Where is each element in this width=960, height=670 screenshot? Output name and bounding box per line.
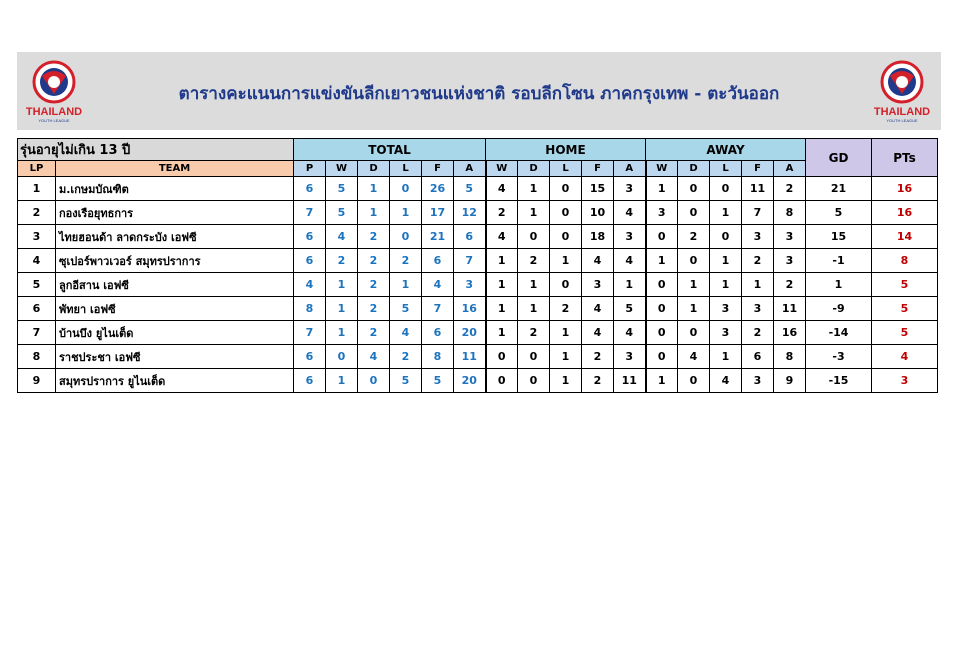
away-w-cell: 1: [646, 177, 678, 201]
total-l-cell: 0: [390, 225, 422, 249]
home-f-cell: 4: [582, 249, 614, 273]
total-f-cell: 5: [422, 369, 454, 393]
total-a-cell: 6: [454, 225, 486, 249]
away-f-cell: 6: [742, 345, 774, 369]
home-d-cell: 0: [518, 345, 550, 369]
home-a-cell: 4: [614, 249, 646, 273]
total-a-cell: 20: [454, 321, 486, 345]
away-l-cell: 3: [710, 321, 742, 345]
total-l-cell: 5: [390, 369, 422, 393]
home-d-cell: 2: [518, 249, 550, 273]
team-name-cell: ม.เกษมบัณฑิต: [56, 177, 294, 201]
total-p-cell: 8: [294, 297, 326, 321]
points-cell: 16: [872, 201, 938, 225]
team-name-cell: ไทยฮอนด้า ลาดกระบัง เอฟซี: [56, 225, 294, 249]
away-l-cell: 1: [710, 249, 742, 273]
col-total-a: A: [454, 161, 486, 177]
col-team-header: TEAM: [56, 161, 294, 177]
col-home-f: F: [582, 161, 614, 177]
away-d-cell: 0: [678, 249, 710, 273]
column-header-row: [18, 161, 938, 177]
total-l-cell: 4: [390, 321, 422, 345]
away-w-cell: 0: [646, 345, 678, 369]
col-lp-header: LP: [18, 161, 56, 177]
home-w-cell: 1: [486, 249, 518, 273]
table-row: [18, 345, 938, 369]
points-cell: 5: [872, 321, 938, 345]
away-w-cell: 0: [646, 297, 678, 321]
points-cell: 5: [872, 273, 938, 297]
away-l-cell: 0: [710, 177, 742, 201]
logo-text: THAILAND: [25, 106, 83, 118]
col-away-l: L: [710, 161, 742, 177]
home-f-cell: 18: [582, 225, 614, 249]
col-away-d: D: [678, 161, 710, 177]
home-d-cell: 0: [518, 369, 550, 393]
total-p-cell: 4: [294, 273, 326, 297]
away-f-cell: 7: [742, 201, 774, 225]
home-l-cell: 1: [550, 345, 582, 369]
col-away-a: A: [774, 161, 806, 177]
away-f-cell: 3: [742, 225, 774, 249]
points-cell: 14: [872, 225, 938, 249]
total-a-cell: 12: [454, 201, 486, 225]
away-f-cell: 11: [742, 177, 774, 201]
away-a-cell: 11: [774, 297, 806, 321]
rank-cell: 9: [18, 369, 56, 393]
home-a-cell: 3: [614, 345, 646, 369]
total-d-cell: 2: [358, 225, 390, 249]
table-row: [18, 249, 938, 273]
total-w-cell: 1: [326, 273, 358, 297]
group-away-header: AWAY: [646, 139, 806, 161]
total-d-cell: 2: [358, 273, 390, 297]
total-w-cell: 1: [326, 321, 358, 345]
logo-text: THAILAND: [873, 106, 931, 118]
total-l-cell: 0: [390, 177, 422, 201]
home-l-cell: 0: [550, 177, 582, 201]
total-l-cell: 1: [390, 201, 422, 225]
home-l-cell: 2: [550, 297, 582, 321]
col-total-p: P: [294, 161, 326, 177]
away-l-cell: 1: [710, 201, 742, 225]
home-a-cell: 4: [614, 321, 646, 345]
home-l-cell: 0: [550, 273, 582, 297]
logo-subtext: YOUTH LEAGUE: [886, 118, 918, 123]
total-l-cell: 2: [390, 249, 422, 273]
total-p-cell: 7: [294, 321, 326, 345]
away-l-cell: 3: [710, 297, 742, 321]
away-w-cell: 1: [646, 249, 678, 273]
away-l-cell: 1: [710, 273, 742, 297]
home-l-cell: 1: [550, 369, 582, 393]
total-d-cell: 0: [358, 369, 390, 393]
gd-cell: -1: [806, 249, 872, 273]
away-f-cell: 3: [742, 297, 774, 321]
team-name-cell: พัทยา เอฟซี: [56, 297, 294, 321]
table-row: [18, 225, 938, 249]
home-l-cell: 1: [550, 249, 582, 273]
col-home-a: A: [614, 161, 646, 177]
home-d-cell: 1: [518, 201, 550, 225]
gd-cell: -15: [806, 369, 872, 393]
home-w-cell: 1: [486, 321, 518, 345]
home-a-cell: 3: [614, 177, 646, 201]
home-d-cell: 0: [518, 225, 550, 249]
total-a-cell: 16: [454, 297, 486, 321]
rank-cell: 7: [18, 321, 56, 345]
total-l-cell: 2: [390, 345, 422, 369]
team-name-cell: ซุเปอร์พาวเวอร์ สมุทรปราการ: [56, 249, 294, 273]
away-f-cell: 2: [742, 321, 774, 345]
group-header-row: [18, 139, 938, 161]
away-l-cell: 1: [710, 345, 742, 369]
total-a-cell: 11: [454, 345, 486, 369]
total-l-cell: 5: [390, 297, 422, 321]
total-w-cell: 1: [326, 369, 358, 393]
away-d-cell: 1: [678, 273, 710, 297]
gd-cell: 21: [806, 177, 872, 201]
team-name-cell: สมุทรปราการ ยูไนเต็ด: [56, 369, 294, 393]
total-f-cell: 21: [422, 225, 454, 249]
total-p-cell: 6: [294, 177, 326, 201]
total-p-cell: 7: [294, 201, 326, 225]
home-a-cell: 4: [614, 201, 646, 225]
rank-cell: 4: [18, 249, 56, 273]
page-title: ตารางคะแนนการแข่งขันลีกเยาวชนแห่งชาติ รอบลีกโซน ภาคกรุงเทพ - ตะวันออก: [178, 84, 780, 104]
team-name-cell: บ้านบึง ยูไนเต็ด: [56, 321, 294, 345]
home-f-cell: 15: [582, 177, 614, 201]
col-home-w: W: [486, 161, 518, 177]
total-w-cell: 2: [326, 249, 358, 273]
col-total-w: W: [326, 161, 358, 177]
total-d-cell: 4: [358, 345, 390, 369]
total-f-cell: 6: [422, 321, 454, 345]
group-total-header: TOTAL: [294, 139, 486, 161]
home-w-cell: 0: [486, 345, 518, 369]
total-p-cell: 6: [294, 249, 326, 273]
home-l-cell: 1: [550, 321, 582, 345]
gd-cell: -9: [806, 297, 872, 321]
away-l-cell: 4: [710, 369, 742, 393]
rank-cell: 1: [18, 177, 56, 201]
away-d-cell: 0: [678, 369, 710, 393]
away-a-cell: 3: [774, 249, 806, 273]
rank-cell: 2: [18, 201, 56, 225]
total-p-cell: 6: [294, 345, 326, 369]
total-l-cell: 1: [390, 273, 422, 297]
table-row: [18, 177, 938, 201]
home-f-cell: 2: [582, 345, 614, 369]
table-row: [18, 297, 938, 321]
away-d-cell: 2: [678, 225, 710, 249]
gd-cell: 15: [806, 225, 872, 249]
home-d-cell: 1: [518, 273, 550, 297]
away-w-cell: 0: [646, 225, 678, 249]
away-w-cell: 1: [646, 369, 678, 393]
total-a-cell: 7: [454, 249, 486, 273]
away-f-cell: 1: [742, 273, 774, 297]
total-w-cell: 5: [326, 177, 358, 201]
col-total-l: L: [390, 161, 422, 177]
gd-cell: -3: [806, 345, 872, 369]
home-l-cell: 0: [550, 201, 582, 225]
gd-cell: 5: [806, 201, 872, 225]
gd-cell: -14: [806, 321, 872, 345]
away-a-cell: 3: [774, 225, 806, 249]
table-row: [18, 273, 938, 297]
total-f-cell: 26: [422, 177, 454, 201]
rank-cell: 6: [18, 297, 56, 321]
home-d-cell: 2: [518, 321, 550, 345]
away-w-cell: 0: [646, 321, 678, 345]
away-l-cell: 0: [710, 225, 742, 249]
group-home-header: HOME: [486, 139, 646, 161]
total-w-cell: 0: [326, 345, 358, 369]
home-l-cell: 0: [550, 225, 582, 249]
logo-subtext: YOUTH LEAGUE: [38, 118, 70, 123]
table-row: [18, 369, 938, 393]
total-w-cell: 4: [326, 225, 358, 249]
total-w-cell: 5: [326, 201, 358, 225]
total-a-cell: 3: [454, 273, 486, 297]
away-w-cell: 3: [646, 201, 678, 225]
total-d-cell: 1: [358, 201, 390, 225]
total-f-cell: 7: [422, 297, 454, 321]
points-cell: 16: [872, 177, 938, 201]
home-f-cell: 2: [582, 369, 614, 393]
home-f-cell: 10: [582, 201, 614, 225]
home-w-cell: 1: [486, 297, 518, 321]
total-d-cell: 1: [358, 177, 390, 201]
total-p-cell: 6: [294, 225, 326, 249]
away-a-cell: 2: [774, 273, 806, 297]
home-d-cell: 1: [518, 177, 550, 201]
total-p-cell: 6: [294, 369, 326, 393]
col-total-d: D: [358, 161, 390, 177]
home-f-cell: 4: [582, 321, 614, 345]
away-d-cell: 0: [678, 177, 710, 201]
col-away-w: W: [646, 161, 678, 177]
rank-cell: 5: [18, 273, 56, 297]
away-a-cell: 8: [774, 201, 806, 225]
away-a-cell: 9: [774, 369, 806, 393]
away-w-cell: 0: [646, 273, 678, 297]
away-a-cell: 16: [774, 321, 806, 345]
table-row: [18, 321, 938, 345]
gd-header: GD: [806, 139, 872, 177]
total-f-cell: 4: [422, 273, 454, 297]
home-w-cell: 1: [486, 273, 518, 297]
home-f-cell: 4: [582, 297, 614, 321]
team-name-cell: กองเรือยุทธการ: [56, 201, 294, 225]
team-name-cell: ลูกอีสาน เอฟซี: [56, 273, 294, 297]
away-a-cell: 2: [774, 177, 806, 201]
table-row: [18, 201, 938, 225]
points-cell: 8: [872, 249, 938, 273]
col-home-d: D: [518, 161, 550, 177]
total-a-cell: 20: [454, 369, 486, 393]
home-w-cell: 4: [486, 225, 518, 249]
home-a-cell: 11: [614, 369, 646, 393]
total-f-cell: 17: [422, 201, 454, 225]
team-name-cell: ราชประชา เอฟซี: [56, 345, 294, 369]
home-a-cell: 3: [614, 225, 646, 249]
age-group-label: รุ่นอายุไม่เกิน 13 ปี: [18, 139, 294, 161]
home-a-cell: 5: [614, 297, 646, 321]
standings-table: [17, 138, 938, 393]
away-d-cell: 4: [678, 345, 710, 369]
away-f-cell: 2: [742, 249, 774, 273]
pts-header: PTs: [872, 139, 938, 177]
points-cell: 3: [872, 369, 938, 393]
away-f-cell: 3: [742, 369, 774, 393]
total-a-cell: 5: [454, 177, 486, 201]
total-d-cell: 2: [358, 321, 390, 345]
points-cell: 5: [872, 297, 938, 321]
away-a-cell: 8: [774, 345, 806, 369]
points-cell: 4: [872, 345, 938, 369]
home-w-cell: 2: [486, 201, 518, 225]
gd-cell: 1: [806, 273, 872, 297]
total-w-cell: 1: [326, 297, 358, 321]
total-d-cell: 2: [358, 297, 390, 321]
away-d-cell: 0: [678, 321, 710, 345]
total-d-cell: 2: [358, 249, 390, 273]
rank-cell: 8: [18, 345, 56, 369]
away-d-cell: 0: [678, 201, 710, 225]
thailand-youth-league-logo-right: [867, 56, 937, 126]
rank-cell: 3: [18, 225, 56, 249]
home-w-cell: 4: [486, 177, 518, 201]
col-home-l: L: [550, 161, 582, 177]
col-total-f: F: [422, 161, 454, 177]
total-f-cell: 8: [422, 345, 454, 369]
home-f-cell: 3: [582, 273, 614, 297]
home-w-cell: 0: [486, 369, 518, 393]
page-header: [17, 52, 941, 130]
home-a-cell: 1: [614, 273, 646, 297]
total-f-cell: 6: [422, 249, 454, 273]
col-away-f: F: [742, 161, 774, 177]
home-d-cell: 1: [518, 297, 550, 321]
away-d-cell: 1: [678, 297, 710, 321]
